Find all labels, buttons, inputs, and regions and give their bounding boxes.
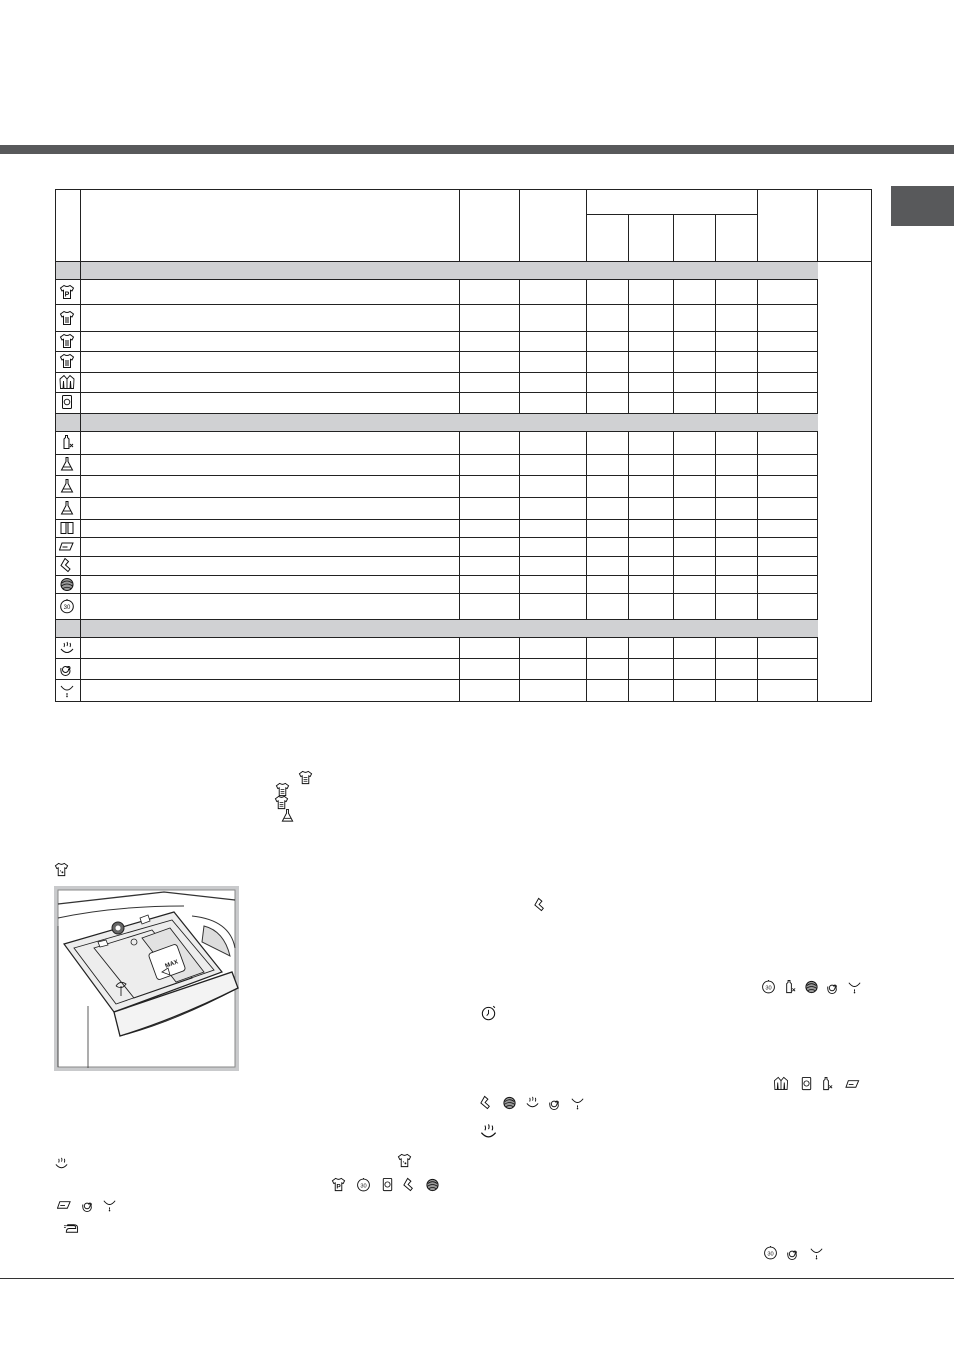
spiral-icon: [548, 1095, 563, 1110]
drain-icon: [570, 1095, 585, 1110]
baby-bottle-icon: [819, 1076, 834, 1091]
dose-icon: [59, 394, 75, 410]
flask-icon: [59, 500, 75, 516]
spiral-icon: [59, 660, 75, 676]
rinse-icon: [479, 1122, 498, 1141]
drain-icon: [847, 979, 862, 994]
t-shirt-stain-icon: [397, 1153, 412, 1168]
t-shirt-lines-icon: [59, 353, 75, 369]
flask-icon: [59, 456, 75, 472]
rinse-icon: [525, 1095, 540, 1110]
sock-icon: [402, 1177, 417, 1192]
dose-icon: [380, 1177, 395, 1192]
towel-icon: [59, 538, 75, 554]
flask-icon: [280, 808, 295, 823]
spiral-icon: [786, 1245, 801, 1260]
jacket-icon: [59, 374, 75, 390]
baby-bottle-icon: [59, 434, 75, 450]
section-band: [56, 262, 818, 279]
spiral-icon: [826, 979, 841, 994]
language-tab: [891, 186, 954, 226]
wool-ball-icon: [502, 1095, 517, 1110]
t-shirt-p-icon: [59, 284, 75, 300]
rinse-icon: [59, 640, 75, 656]
dispenser-drawer-illustration: [54, 886, 239, 1071]
timer-30-icon: [59, 598, 75, 614]
t-shirt-stain-icon: [54, 862, 69, 877]
timer-30-icon: [356, 1177, 371, 1192]
towel-icon: [57, 1197, 72, 1212]
wool-ball-icon: [804, 979, 819, 994]
timer-30-icon: [763, 1245, 778, 1260]
curtain-icon: [59, 520, 75, 536]
section-band: [56, 620, 818, 637]
footer-rule: [0, 1278, 954, 1279]
baby-bottle-icon: [782, 979, 797, 994]
delay-timer-icon: [480, 1004, 497, 1021]
sock-icon: [59, 557, 75, 573]
t-shirt-lines-icon: [298, 770, 313, 785]
header-bar: [0, 145, 954, 154]
wool-ball-icon: [59, 576, 75, 592]
flask-icon: [59, 478, 75, 494]
t-shirt-p-icon: [331, 1177, 346, 1192]
section-band: [56, 414, 818, 431]
drain-icon: [59, 682, 75, 698]
drain-icon: [102, 1197, 117, 1212]
programme-table: [55, 189, 872, 702]
t-shirt-lines-icon: [59, 310, 75, 326]
max-label: MAX: [164, 959, 180, 970]
t-shirt-lines-icon: [59, 333, 75, 349]
timer-30-icon: [761, 979, 776, 994]
sock-icon: [533, 897, 548, 912]
towel-icon: [843, 1076, 863, 1091]
spiral-icon: [81, 1197, 96, 1212]
drain-icon: [809, 1245, 824, 1260]
sock-icon: [479, 1095, 494, 1110]
jacket-icon: [771, 1076, 791, 1091]
dose-icon: [799, 1076, 814, 1091]
wool-ball-icon: [425, 1177, 440, 1192]
rinse-icon: [54, 1156, 69, 1171]
iron-icon: [57, 1221, 85, 1236]
